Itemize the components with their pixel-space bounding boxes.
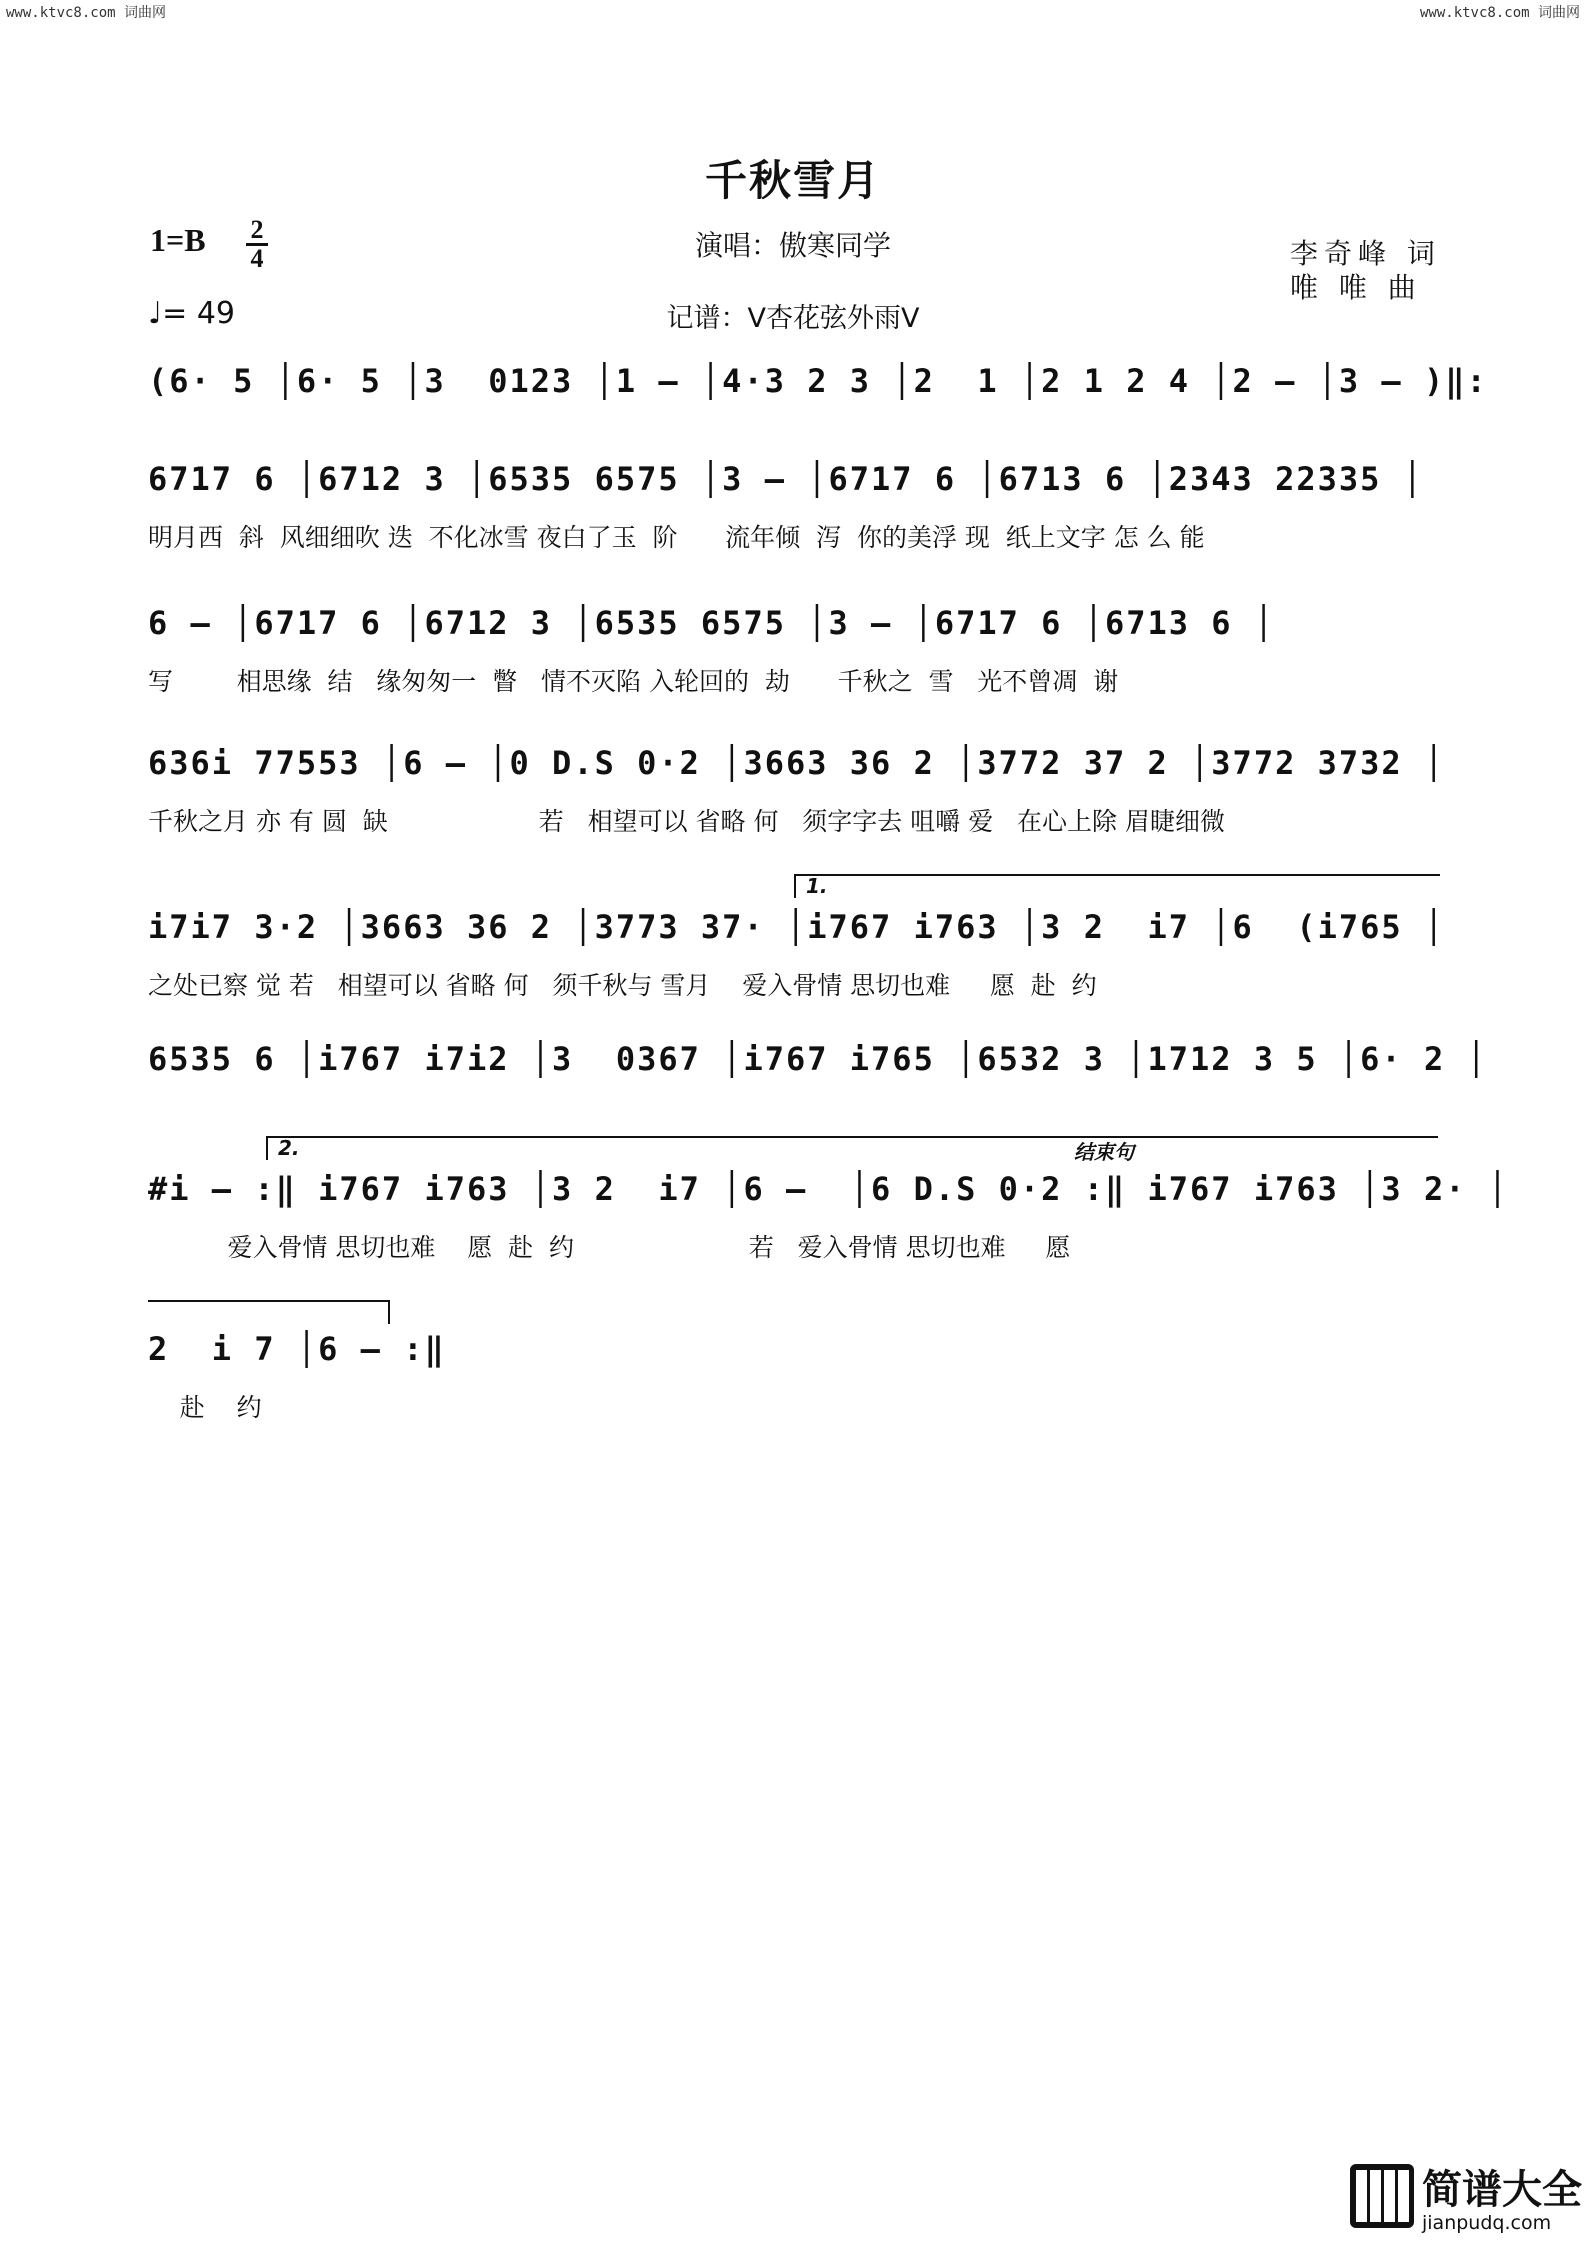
tempo-marking: ♩= 49 xyxy=(148,296,235,331)
ending-phrase-bracket xyxy=(1050,1136,1438,1164)
row-3-lyrics: 写 相思缘 结 缘匆匆一 瞥 情不灭陷 入轮回的 劫 千秋之 雪 光不曾凋 谢 xyxy=(148,667,1119,696)
watermark-right: www.ktvc8.com 词曲网 xyxy=(1419,5,1580,21)
row-5-lyrics: 之处已察 觉 若 相望可以 省略 何 须千秋与 雪月 爱入骨情 思切也难 愿 赴 约 xyxy=(148,971,1097,1000)
second-ending-label: 2. xyxy=(278,1136,300,1160)
row-8-notes: 2 i 7 │6 – :‖ xyxy=(148,1330,446,1368)
row-4-lyrics: 千秋之月 亦 有 圆 缺 若 相望可以 省略 何 须字字去 咀嚼 爱 在心上除 眉睫细微 xyxy=(148,807,1225,836)
composer-credit: 唯 唯 曲 xyxy=(1290,271,1422,304)
site-logo xyxy=(1350,2158,1582,2240)
row-2-lyrics: 明月西 斜 风细细吹 迭 不化冰雪 夜白了玉 阶 流年倾 泻 你的美浮 现 纸上文字 怎 么 能 xyxy=(148,523,1205,552)
row-2-notes: 6717 6 │6712 3 │6535 6575 │3 – │6717 6 │6713 6 │2343 22335 │ xyxy=(148,460,1424,498)
row-7-notes: #i – :‖ i767 i763 │3 2 i7 │6 – │6 D.S 0·2 :‖ i767 i763 │3 2· │ xyxy=(148,1170,1509,1208)
time-signature-top: 2 xyxy=(250,215,264,244)
row-5-notes: i7i7 3·2 │3663 36 2 │3773 37· │i767 i763 │3 2 i7 │6 (i765 │ xyxy=(148,908,1446,946)
row-8-lyrics: 赴 约 xyxy=(148,1393,262,1422)
row-3-notes: 6 – │6717 6 │6712 3 │6535 6575 │3 – │6717 6 │6713 6 │ xyxy=(148,604,1276,642)
row-1-notes: (6· 5 │6· 5 │3 0123 │1 – │4·3 2 3 │2 1 │2 1 2 4 │2 – │3 – )‖: xyxy=(148,362,1488,400)
ending-phrase-label: 结束句 xyxy=(1074,1140,1134,1164)
key-signature: 1=B xyxy=(150,222,206,258)
closing-bracket xyxy=(148,1300,390,1324)
row-6-notes: 6535 6 │i767 i7i2 │3 0367 │i767 i765 │6532 3 │1712 3 5 │6· 2 │ xyxy=(148,1040,1488,1078)
singer-credit: 演唱：傲寒同学 xyxy=(694,229,891,262)
first-ending-label: 1. xyxy=(806,874,828,898)
lyricist-credit: 李奇峰 词 xyxy=(1290,237,1441,270)
logo-url: jianpudq.com xyxy=(1422,2212,1552,2234)
piano-keys-icon xyxy=(1350,2164,1414,2228)
row-4-notes: 636i 77553 │6 – │0 D.S 0·2 │3663 36 2 │3772 37 2 │3772 3732 │ xyxy=(148,744,1446,782)
logo-name: 简谱大全 xyxy=(1422,2167,1582,2213)
song-title: 千秋雪月 xyxy=(704,156,881,205)
time-signature-bottom: 4 xyxy=(250,244,264,273)
watermark-left: www.ktvc8.com 词曲网 xyxy=(6,5,167,21)
row-7-lyrics: 爱入骨情 思切也难 愿 赴 约 若 爱入骨情 思切也难 愿 xyxy=(148,1233,1071,1262)
first-ending-bracket xyxy=(794,874,1440,898)
transcriber-credit: 记谱：V杏花弦外雨V xyxy=(666,303,920,334)
